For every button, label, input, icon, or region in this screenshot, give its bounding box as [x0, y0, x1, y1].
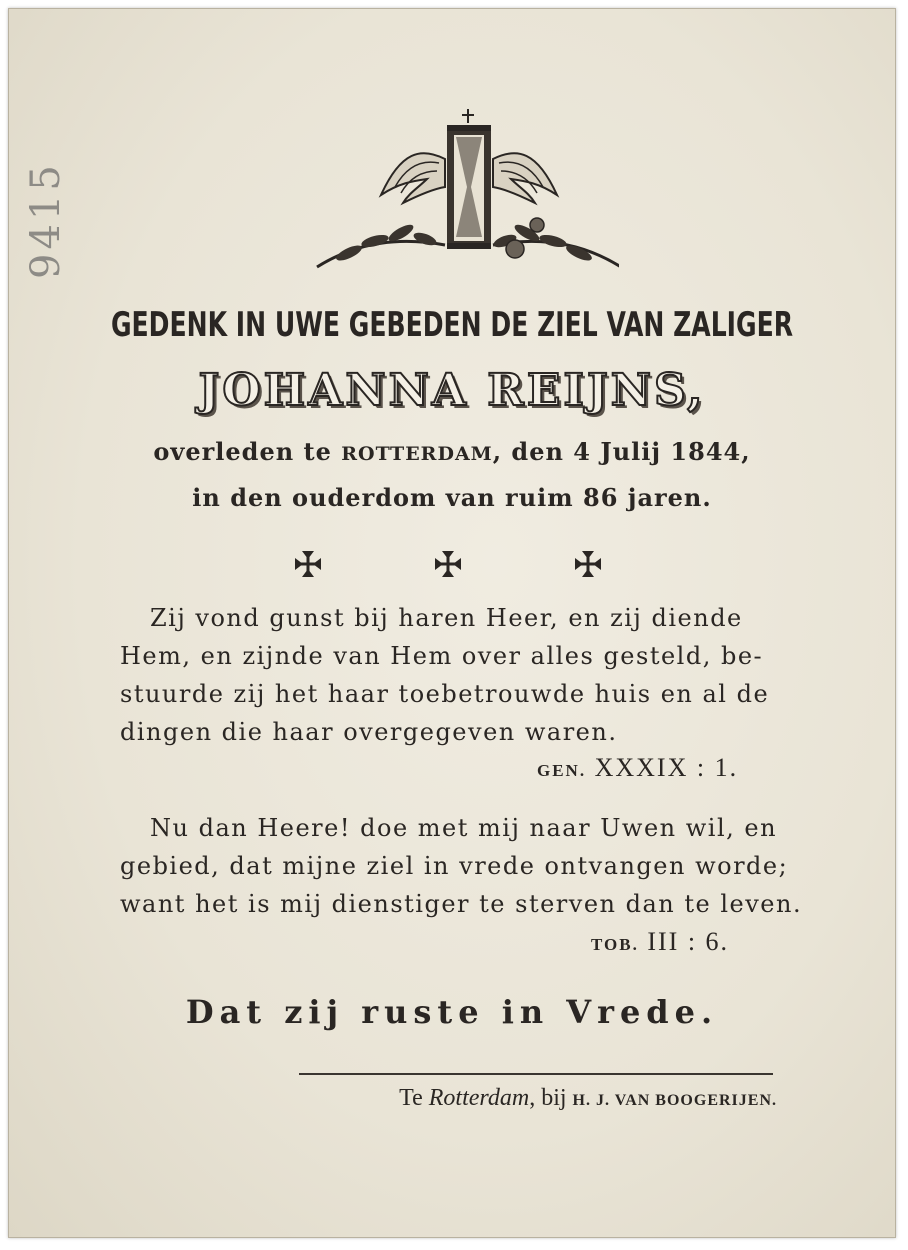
ref-book: GEN.: [537, 761, 587, 780]
hourglass-wings-emblem: [309, 107, 619, 272]
cross-icon: [573, 549, 603, 579]
verse-1-reference: [537, 753, 738, 783]
verse-1-line: dingen die haar overgegeven waren.: [120, 718, 618, 746]
prayer-card: [8, 8, 896, 1238]
death-place: ROTTERDAM: [341, 443, 493, 465]
ref-num: III : 6.: [647, 927, 730, 956]
death-prefix: overleden te: [153, 437, 342, 466]
ref-book: TOB.: [591, 935, 639, 954]
printer-mid: , bij: [529, 1085, 573, 1111]
printer-city: Rotterdam: [428, 1085, 530, 1111]
verse-1-line: stuurde zij het haar toebetrouwde huis en al de: [120, 680, 770, 708]
verse-2-line: Nu dan Heere! doe met mij naar Uwen wil, en: [150, 814, 778, 842]
printer-name: H. J. VAN BOOGERIJEN.: [572, 1092, 777, 1109]
verse-2-line: gebied, dat mijne ziel in vrede ontvangen worde;: [120, 852, 789, 880]
cross-icon: [293, 549, 323, 579]
closing-phrase: Dat zij ruste in Vrede.: [185, 993, 719, 1031]
handwritten-inventory-number: 9415: [23, 161, 69, 279]
age-line: in den ouderdom van ruim 86 jaren.: [192, 483, 712, 512]
death-line: [9, 437, 895, 466]
printer-line: [307, 1085, 777, 1112]
verse-1-line: Zij vond gunst bij haren Heer, en zij diende: [150, 604, 743, 632]
verse-2-reference: [591, 927, 729, 957]
header-line: GEDENK IN UWE GEBEDEN DE ZIEL VAN ZALIGER: [110, 305, 794, 345]
deceased-name: JOHANNA REIJNS,: [198, 365, 706, 416]
divider-rule: [299, 1073, 773, 1075]
printer-prefix: Te: [399, 1085, 429, 1111]
death-suffix: , den 4 Julij 1844,: [492, 437, 751, 466]
cross-icon: [433, 549, 463, 579]
verse-2-line: want het is mij dienstiger te sterven dan te leven.: [120, 890, 803, 918]
verse-1-line: Hem, en zijnde van Hem over alles gesteld, be-: [120, 642, 764, 670]
ref-num: XXXIX : 1.: [594, 753, 739, 782]
